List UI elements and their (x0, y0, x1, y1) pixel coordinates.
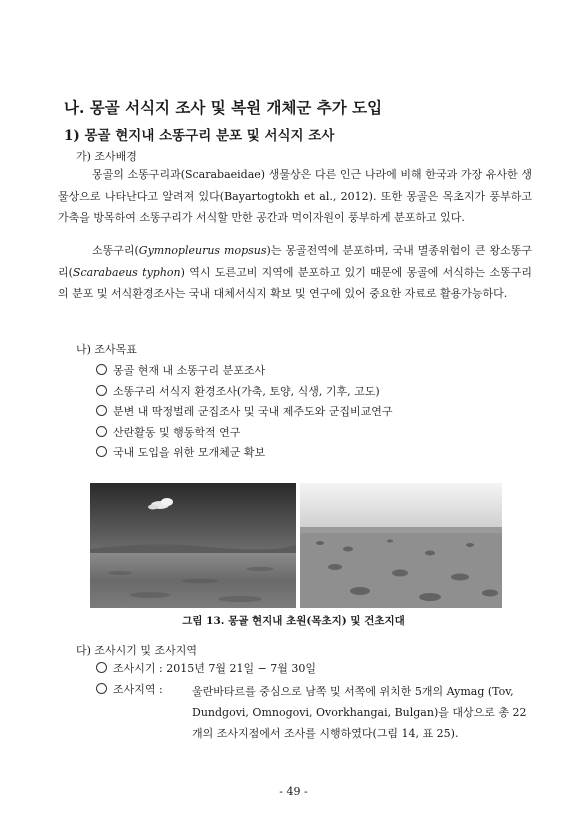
objective-item (96, 443, 393, 464)
area-label: 조사지역 (113, 683, 156, 696)
section-title: 나. 몽골 서식지 조사 및 복원 개체군 추가 도입 (64, 98, 383, 117)
objective-text: 국내 도입을 위한 모개체군 확보 (113, 446, 266, 459)
circle-bullet-icon (96, 662, 107, 673)
objective-item (96, 423, 393, 444)
objectives-heading: 나) 조사목표 (76, 343, 137, 356)
section-subtitle: 1) 몽골 현지내 소똥구리 분포 및 서식지 조사 (64, 128, 335, 144)
background-paragraph-1-text: 몽골의 소똥구리과(Scarabaeidae) 생물상은 다른 인근 나라에 비해 한국과 가장 유사한 생물상으로 나타난다고 알려져 있다(Bayartogtokh et al., 2012). 또한 몽골은 목초지가 풍부하고 가축을 방목하여 소똥구리가 서식할 만한 공간과 먹이자원이 풍부하게 분포하고 있다. (58, 168, 532, 224)
page-number: - 49 - (279, 785, 308, 798)
circle-bullet-icon (96, 364, 107, 375)
objective-item (96, 361, 393, 382)
circle-bullet-icon (96, 385, 107, 396)
background-heading: 가) 조사배경 (76, 150, 137, 163)
period-label: 조사시기 (113, 662, 156, 675)
schedule-period-row: 조사시기 : 2015년 7월 21일 − 7월 30일 (96, 660, 316, 676)
circle-bullet-icon (96, 683, 107, 694)
objective-text: 소똥구리 서식지 환경조사(가축, 토양, 식생, 기후, 고도) (113, 384, 380, 398)
objective-item (96, 402, 393, 423)
objectives-list (96, 361, 393, 464)
area-value: 울란바타르를 중심으로 남쪽 및 서쪽에 위치한 5개의 Aymag (Tov, Dundgovi, Omnogovi, Ovorkhangai, Bulgan)을 대상으로 총 22개의 조사지점에서 조사를 시행하였다(그림 14, 표 25). (192, 685, 527, 740)
schedule-heading: 다) 조사시기 및 조사지역 (76, 644, 198, 657)
background-paragraph-2 (58, 240, 532, 305)
objective-item (96, 382, 393, 403)
species-scarabaeus: Scarabaeus typhon (72, 265, 181, 279)
objective-text: 산란활동 및 행동학적 연구 (113, 425, 241, 439)
species-gymnopleurus: Gymnopleurus mopsus (138, 244, 267, 257)
figure-caption: 그림 13. 몽골 현지내 초원(목초지) 및 건초지대 (182, 615, 405, 627)
p2-text-a: 소똥구리( (92, 244, 139, 257)
background-paragraph-1 (58, 164, 532, 229)
circle-bullet-icon (96, 446, 107, 457)
p2-text-b: )는 몽골전역에 분포하며, 국내 멸종위험이 큰 왕소똥구리( (58, 244, 532, 279)
p2-text-c: ) 역시 도른고비 지역에 분포하고 있기 때문에 몽골에 서식하는 소똥구리의 분포 및 서식환경조사는 국내 대체서식지 확보 및 연구에 있어 중요한 자료로 활용가능하다. (58, 265, 532, 300)
objective-text: 몽골 현재 내 소똥구리 분포조사 (113, 364, 266, 377)
period-value: 2015년 7월 21일 − 7월 30일 (166, 662, 317, 675)
photo-dry-grassland (300, 483, 502, 608)
schedule-area-row: 조사지역 : (96, 681, 163, 697)
objective-text: 분변 내 딱정벌레 군집조사 및 국내 제주도와 군집비교연구 (113, 405, 393, 418)
circle-bullet-icon (96, 426, 107, 437)
circle-bullet-icon (96, 405, 107, 416)
photo-grassland (90, 483, 296, 608)
